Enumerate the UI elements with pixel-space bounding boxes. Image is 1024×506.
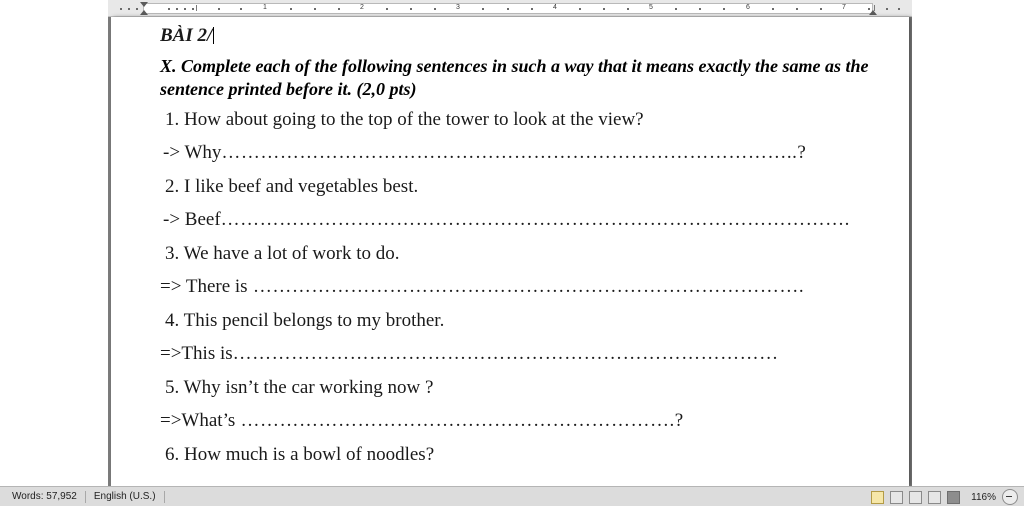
document-page[interactable] — [111, 17, 909, 486]
answer-dots-5: ………………………………………………………….? — [235, 411, 684, 430]
language-indicator[interactable]: English (U.S.) — [93, 491, 156, 502]
ruler-label: 6 — [746, 4, 750, 11]
question-6: 6. How much is a bowl of noodles? — [165, 445, 435, 464]
zoom-out-icon[interactable] — [1002, 489, 1018, 505]
answer-prefix-3: => There is — [160, 277, 248, 296]
answer-line-4 — [160, 344, 878, 363]
answer-line-3 — [160, 277, 878, 296]
text-cursor — [213, 27, 214, 44]
answer-prefix-4: =>This is — [160, 344, 233, 363]
print-layout-view-icon[interactable] — [871, 491, 884, 504]
exercise-instruction: X. Complete each of the following sentences in such a way that it means exactly the same as the sentence printed before it. (2,0 pts) — [160, 56, 869, 99]
answer-prefix-5: =>What’s — [160, 411, 236, 430]
document-workspace — [108, 0, 912, 486]
zoom-level[interactable]: 116% — [971, 491, 996, 503]
draft-view-icon[interactable] — [947, 491, 960, 504]
answer-line-5 — [160, 411, 878, 430]
answer-prefix-2: -> Beef — [163, 210, 221, 229]
answer-dots-1: ……………………………………………………………………………..? — [221, 143, 807, 162]
web-layout-view-icon[interactable] — [909, 491, 922, 504]
question-4: 4. This pencil belongs to my brother. — [165, 311, 445, 330]
status-divider — [164, 491, 165, 503]
right-gutter — [912, 0, 1024, 486]
ruler-label: 5 — [649, 4, 653, 11]
outline-view-icon[interactable] — [928, 491, 941, 504]
ruler-marks — [108, 0, 912, 17]
ruler-label: 7 — [842, 4, 846, 11]
first-line-indent-marker[interactable] — [140, 2, 148, 7]
document-heading-text: BÀI 2/ — [160, 25, 213, 46]
document-heading — [160, 25, 878, 47]
status-bar — [0, 486, 1024, 506]
full-screen-reading-view-icon[interactable] — [890, 491, 903, 504]
answer-dots-3: …………………………………………………………………………. — [247, 277, 805, 296]
answer-line-1 — [160, 143, 878, 162]
answer-dots-4: ………………………………………………………………………… — [232, 344, 779, 363]
answer-dots-2: ……………………………………………………………………………………. — [220, 210, 850, 229]
question-1: 1. How about going to the top of the tower to look at the view? — [165, 110, 644, 129]
horizontal-ruler[interactable] — [108, 0, 912, 17]
ruler-label: 4 — [553, 4, 557, 11]
left-indent-marker[interactable] — [140, 10, 148, 15]
status-bar-right — [871, 489, 1018, 505]
word-count[interactable]: Words: 57,952 — [12, 491, 77, 502]
ruler-label: 2 — [360, 4, 364, 11]
question-3: 3. We have a lot of work to do. — [165, 244, 400, 263]
ruler-label: 3 — [456, 4, 460, 11]
answer-prefix-1: -> Why — [163, 143, 222, 162]
question-5: 5. Why isn’t the car working now ? — [165, 378, 434, 397]
document-text-body[interactable] — [160, 25, 878, 478]
ruler-label: 1 — [263, 4, 267, 11]
answer-line-2 — [160, 210, 878, 229]
left-gutter — [0, 0, 108, 486]
right-indent-marker[interactable] — [869, 10, 877, 15]
question-2: 2. I like beef and vegetables best. — [165, 177, 419, 196]
status-bar-left — [4, 490, 165, 503]
